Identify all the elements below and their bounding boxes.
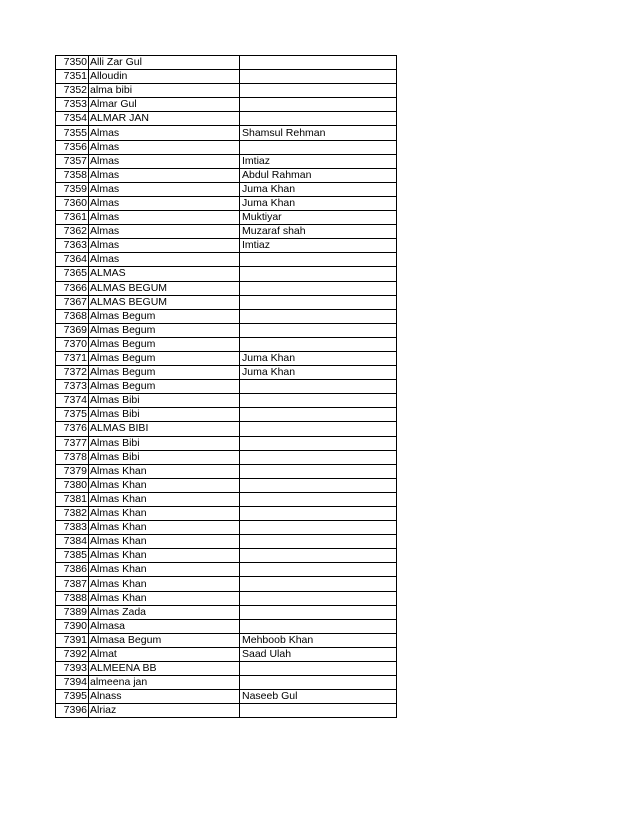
name-cell: Almas Khan bbox=[89, 521, 240, 535]
name-cell: ALMAS BIBI bbox=[89, 422, 240, 436]
father-name-cell: Naseeb Gul bbox=[240, 690, 397, 704]
serial-number-cell: 7390 bbox=[56, 619, 89, 633]
name-cell: Almas bbox=[89, 239, 240, 253]
name-cell: Almas Begum bbox=[89, 323, 240, 337]
table-row bbox=[56, 591, 397, 605]
father-name-cell: Imtiaz bbox=[240, 239, 397, 253]
name-cell: Almasa Begum bbox=[89, 633, 240, 647]
father-name-cell bbox=[240, 380, 397, 394]
table-row bbox=[56, 422, 397, 436]
table-row bbox=[56, 112, 397, 126]
table-row bbox=[56, 196, 397, 210]
father-name-cell bbox=[240, 394, 397, 408]
father-name-cell bbox=[240, 662, 397, 676]
serial-number-cell: 7392 bbox=[56, 647, 89, 661]
table-row bbox=[56, 408, 397, 422]
serial-number-cell: 7350 bbox=[56, 56, 89, 70]
father-name-cell bbox=[240, 704, 397, 718]
father-name-cell bbox=[240, 140, 397, 154]
father-name-cell bbox=[240, 84, 397, 98]
father-name-cell bbox=[240, 70, 397, 84]
serial-number-cell: 7353 bbox=[56, 98, 89, 112]
name-cell: ALMAR JAN bbox=[89, 112, 240, 126]
table-row bbox=[56, 633, 397, 647]
serial-number-cell: 7369 bbox=[56, 323, 89, 337]
name-cell: Alriaz bbox=[89, 704, 240, 718]
table-row bbox=[56, 168, 397, 182]
serial-number-cell: 7354 bbox=[56, 112, 89, 126]
father-name-cell bbox=[240, 98, 397, 112]
father-name-cell bbox=[240, 295, 397, 309]
table-row bbox=[56, 323, 397, 337]
records-table bbox=[55, 55, 397, 718]
serial-number-cell: 7372 bbox=[56, 366, 89, 380]
father-name-cell bbox=[240, 267, 397, 281]
serial-number-cell: 7366 bbox=[56, 281, 89, 295]
name-cell: Almas bbox=[89, 225, 240, 239]
table-row bbox=[56, 450, 397, 464]
father-name-cell bbox=[240, 408, 397, 422]
father-name-cell bbox=[240, 323, 397, 337]
name-cell: Almas bbox=[89, 182, 240, 196]
table-row bbox=[56, 563, 397, 577]
table-row bbox=[56, 225, 397, 239]
name-cell: Almas Khan bbox=[89, 577, 240, 591]
name-cell: ALMEENA BB bbox=[89, 662, 240, 676]
table-row bbox=[56, 492, 397, 506]
serial-number-cell: 7389 bbox=[56, 605, 89, 619]
name-cell: Almas bbox=[89, 154, 240, 168]
name-cell: Almas Begum bbox=[89, 366, 240, 380]
name-cell: Alnass bbox=[89, 690, 240, 704]
serial-number-cell: 7359 bbox=[56, 182, 89, 196]
serial-number-cell: 7377 bbox=[56, 436, 89, 450]
table-row bbox=[56, 436, 397, 450]
serial-number-cell: 7379 bbox=[56, 464, 89, 478]
table-row bbox=[56, 267, 397, 281]
father-name-cell: Muktiyar bbox=[240, 211, 397, 225]
serial-number-cell: 7391 bbox=[56, 633, 89, 647]
name-cell: Almas Zada bbox=[89, 605, 240, 619]
table-row bbox=[56, 366, 397, 380]
serial-number-cell: 7388 bbox=[56, 591, 89, 605]
father-name-cell bbox=[240, 676, 397, 690]
father-name-cell bbox=[240, 309, 397, 323]
serial-number-cell: 7365 bbox=[56, 267, 89, 281]
name-cell: Almas Bibi bbox=[89, 408, 240, 422]
name-cell: alma bibi bbox=[89, 84, 240, 98]
table-row bbox=[56, 154, 397, 168]
name-cell: Almas Begum bbox=[89, 351, 240, 365]
father-name-cell: Mehboob Khan bbox=[240, 633, 397, 647]
table-row bbox=[56, 662, 397, 676]
serial-number-cell: 7357 bbox=[56, 154, 89, 168]
serial-number-cell: 7368 bbox=[56, 309, 89, 323]
father-name-cell bbox=[240, 605, 397, 619]
name-cell: Almas Bibi bbox=[89, 450, 240, 464]
father-name-cell bbox=[240, 436, 397, 450]
father-name-cell: Juma Khan bbox=[240, 366, 397, 380]
name-cell: Almas Bibi bbox=[89, 394, 240, 408]
serial-number-cell: 7361 bbox=[56, 211, 89, 225]
table-row bbox=[56, 464, 397, 478]
serial-number-cell: 7385 bbox=[56, 549, 89, 563]
father-name-cell: Muzaraf shah bbox=[240, 225, 397, 239]
father-name-cell: Juma Khan bbox=[240, 196, 397, 210]
father-name-cell bbox=[240, 337, 397, 351]
table-row bbox=[56, 507, 397, 521]
serial-number-cell: 7393 bbox=[56, 662, 89, 676]
name-cell: Almas bbox=[89, 253, 240, 267]
serial-number-cell: 7396 bbox=[56, 704, 89, 718]
table-row bbox=[56, 281, 397, 295]
serial-number-cell: 7358 bbox=[56, 168, 89, 182]
table-row bbox=[56, 704, 397, 718]
serial-number-cell: 7355 bbox=[56, 126, 89, 140]
name-cell: Almas Begum bbox=[89, 380, 240, 394]
father-name-cell bbox=[240, 619, 397, 633]
father-name-cell bbox=[240, 591, 397, 605]
name-cell: ALMAS bbox=[89, 267, 240, 281]
serial-number-cell: 7374 bbox=[56, 394, 89, 408]
table-row bbox=[56, 647, 397, 661]
serial-number-cell: 7364 bbox=[56, 253, 89, 267]
table-row bbox=[56, 535, 397, 549]
table-row bbox=[56, 478, 397, 492]
father-name-cell bbox=[240, 577, 397, 591]
father-name-cell bbox=[240, 112, 397, 126]
father-name-cell bbox=[240, 478, 397, 492]
name-cell: Almas Begum bbox=[89, 337, 240, 351]
table-row bbox=[56, 98, 397, 112]
table-row bbox=[56, 56, 397, 70]
father-name-cell bbox=[240, 450, 397, 464]
table-row bbox=[56, 295, 397, 309]
table-row bbox=[56, 337, 397, 351]
table-row bbox=[56, 309, 397, 323]
name-cell: Alloudin bbox=[89, 70, 240, 84]
table-row bbox=[56, 380, 397, 394]
father-name-cell bbox=[240, 281, 397, 295]
father-name-cell bbox=[240, 253, 397, 267]
name-cell: Alli Zar Gul bbox=[89, 56, 240, 70]
table-row bbox=[56, 126, 397, 140]
table-row bbox=[56, 521, 397, 535]
serial-number-cell: 7351 bbox=[56, 70, 89, 84]
table-row bbox=[56, 549, 397, 563]
name-cell: Almar Gul bbox=[89, 98, 240, 112]
serial-number-cell: 7367 bbox=[56, 295, 89, 309]
serial-number-cell: 7356 bbox=[56, 140, 89, 154]
name-cell: Almas Khan bbox=[89, 464, 240, 478]
name-cell: Almas bbox=[89, 140, 240, 154]
table-row bbox=[56, 676, 397, 690]
name-cell: ALMAS BEGUM bbox=[89, 295, 240, 309]
name-cell: Almas Khan bbox=[89, 549, 240, 563]
name-cell: almeena jan bbox=[89, 676, 240, 690]
father-name-cell bbox=[240, 56, 397, 70]
serial-number-cell: 7394 bbox=[56, 676, 89, 690]
name-cell: Almas Khan bbox=[89, 507, 240, 521]
name-cell: Almas bbox=[89, 196, 240, 210]
serial-number-cell: 7373 bbox=[56, 380, 89, 394]
serial-number-cell: 7371 bbox=[56, 351, 89, 365]
table-row bbox=[56, 619, 397, 633]
name-cell: Almat bbox=[89, 647, 240, 661]
serial-number-cell: 7352 bbox=[56, 84, 89, 98]
father-name-cell bbox=[240, 464, 397, 478]
serial-number-cell: 7382 bbox=[56, 507, 89, 521]
table-row bbox=[56, 394, 397, 408]
table-row bbox=[56, 211, 397, 225]
serial-number-cell: 7380 bbox=[56, 478, 89, 492]
father-name-cell: Saad Ulah bbox=[240, 647, 397, 661]
name-cell: Almas Khan bbox=[89, 591, 240, 605]
father-name-cell bbox=[240, 492, 397, 506]
name-cell: Almas bbox=[89, 126, 240, 140]
serial-number-cell: 7386 bbox=[56, 563, 89, 577]
name-cell: Almas Khan bbox=[89, 478, 240, 492]
father-name-cell bbox=[240, 549, 397, 563]
table-row bbox=[56, 577, 397, 591]
serial-number-cell: 7395 bbox=[56, 690, 89, 704]
name-cell: Almas Khan bbox=[89, 563, 240, 577]
table-row bbox=[56, 351, 397, 365]
table-row bbox=[56, 690, 397, 704]
father-name-cell: Shamsul Rehman bbox=[240, 126, 397, 140]
table-row bbox=[56, 605, 397, 619]
serial-number-cell: 7362 bbox=[56, 225, 89, 239]
father-name-cell bbox=[240, 521, 397, 535]
name-cell: Almas bbox=[89, 211, 240, 225]
father-name-cell: Imtiaz bbox=[240, 154, 397, 168]
serial-number-cell: 7384 bbox=[56, 535, 89, 549]
table-row bbox=[56, 239, 397, 253]
name-cell: Almas Begum bbox=[89, 309, 240, 323]
table-row bbox=[56, 253, 397, 267]
serial-number-cell: 7381 bbox=[56, 492, 89, 506]
table-row bbox=[56, 70, 397, 84]
serial-number-cell: 7363 bbox=[56, 239, 89, 253]
serial-number-cell: 7360 bbox=[56, 196, 89, 210]
father-name-cell: Abdul Rahman bbox=[240, 168, 397, 182]
name-cell: Almas Khan bbox=[89, 535, 240, 549]
father-name-cell: Juma Khan bbox=[240, 182, 397, 196]
father-name-cell bbox=[240, 507, 397, 521]
father-name-cell bbox=[240, 563, 397, 577]
father-name-cell: Juma Khan bbox=[240, 351, 397, 365]
serial-number-cell: 7375 bbox=[56, 408, 89, 422]
table-row bbox=[56, 182, 397, 196]
name-cell: Almasa bbox=[89, 619, 240, 633]
name-cell: Almas Khan bbox=[89, 492, 240, 506]
serial-number-cell: 7383 bbox=[56, 521, 89, 535]
serial-number-cell: 7387 bbox=[56, 577, 89, 591]
name-cell: Almas Bibi bbox=[89, 436, 240, 450]
name-cell: Almas bbox=[89, 168, 240, 182]
father-name-cell bbox=[240, 535, 397, 549]
table-row bbox=[56, 84, 397, 98]
table-row bbox=[56, 140, 397, 154]
father-name-cell bbox=[240, 422, 397, 436]
records-table-body bbox=[56, 56, 397, 718]
serial-number-cell: 7370 bbox=[56, 337, 89, 351]
name-cell: ALMAS BEGUM bbox=[89, 281, 240, 295]
serial-number-cell: 7378 bbox=[56, 450, 89, 464]
serial-number-cell: 7376 bbox=[56, 422, 89, 436]
